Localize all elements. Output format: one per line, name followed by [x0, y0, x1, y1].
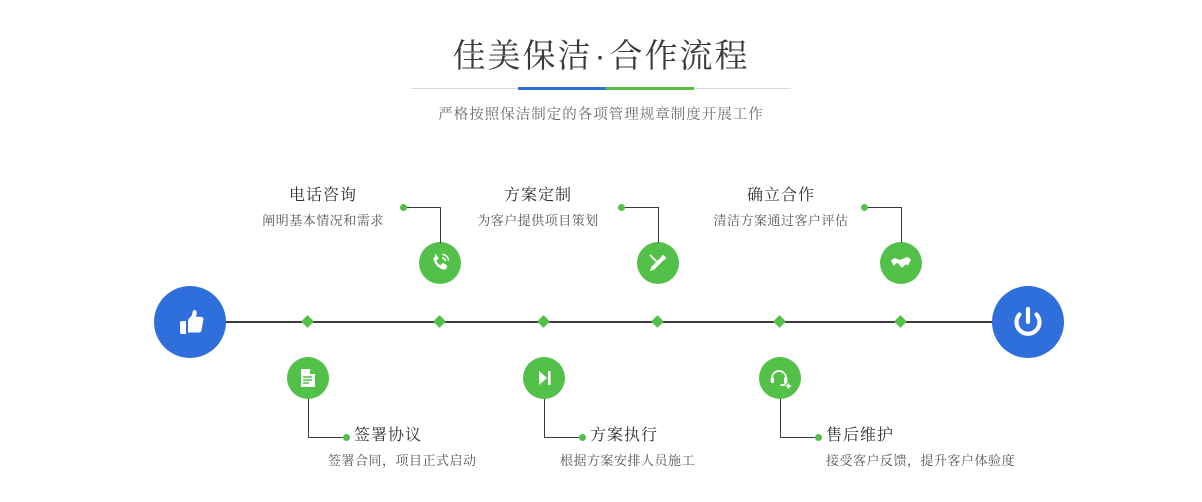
step-connector-vertical-3: [658, 207, 659, 243]
step-desc-1: 阐明基本情况和需求: [262, 213, 384, 228]
step-title-1: 电话咨询: [288, 187, 357, 204]
step-connector-vertical-1: [440, 207, 441, 243]
step-label-1: [250, 186, 396, 230]
step-icon-3[interactable]: [637, 242, 679, 284]
step-marker-3: [651, 315, 664, 328]
step-desc-3: 为客户提供项目策划: [477, 213, 599, 228]
page-subtitle: 严格按照保洁制定的各项管理规章制度开展工作: [438, 107, 764, 123]
step-label-3: [462, 186, 614, 230]
step-marker-6: [773, 315, 786, 328]
step-marker-2: [301, 315, 314, 328]
thumbs-up-icon: [170, 302, 210, 342]
phone-call-icon: [428, 251, 452, 275]
timeline-start-node: [154, 286, 226, 358]
step-icon-4[interactable]: [523, 357, 565, 399]
step-tip-dot-1: [400, 204, 407, 211]
step-tip-dot-5: [861, 204, 868, 211]
step-label-4: [560, 426, 696, 470]
step-icon-1[interactable]: [419, 242, 461, 284]
document-edit-icon: [296, 366, 320, 390]
step-connector-vertical-2: [308, 399, 309, 437]
step-connector-vertical-5: [901, 207, 902, 243]
page-title-separator: ·: [594, 37, 608, 74]
step-desc-2: 签署合同，项目正式启动: [328, 453, 477, 468]
step-tip-dot-3: [618, 204, 625, 211]
step-tip-dot-4: [579, 434, 586, 441]
step-desc-6: 接受客户反馈，提升客户体验度: [826, 453, 1016, 468]
support-agent-icon: [768, 366, 792, 390]
timeline-end-node: [992, 286, 1064, 358]
step-connector-horizontal-6: [780, 437, 818, 438]
step-connector-horizontal-2: [308, 437, 346, 438]
step-icon-5[interactable]: [880, 242, 922, 284]
step-connector-horizontal-1: [404, 207, 441, 208]
step-icon-6[interactable]: [759, 357, 801, 399]
step-icon-2[interactable]: [287, 357, 329, 399]
step-connector-horizontal-5: [865, 207, 902, 208]
step-title-3: 方案定制: [503, 187, 572, 204]
page-title-main: 佳美保洁: [452, 37, 593, 74]
step-label-2: [328, 426, 477, 470]
step-desc-4: 根据方案安排人员施工: [560, 453, 696, 468]
step-title-4: 方案执行: [590, 427, 659, 444]
step-label-6: [826, 426, 1015, 470]
step-label-5: [705, 186, 857, 230]
step-title-5: 确立合作: [746, 187, 815, 204]
step-connector-vertical-6: [780, 399, 781, 437]
step-connector-horizontal-4: [544, 437, 582, 438]
step-connector-horizontal-3: [622, 207, 659, 208]
step-desc-5: 清洁方案通过客户评估: [713, 213, 849, 228]
step-title-6: 售后维护: [826, 427, 895, 444]
power-icon: [1008, 302, 1048, 342]
step-marker-4: [537, 315, 550, 328]
step-connector-vertical-4: [544, 399, 545, 437]
pen-ruler-icon: [646, 251, 670, 275]
step-tip-dot-6: [815, 434, 822, 441]
step-tip-dot-2: [343, 434, 350, 441]
play-forward-icon: [532, 366, 556, 390]
step-title-2: 签署协议: [354, 427, 423, 444]
timeline-axis: [160, 321, 1042, 323]
step-marker-1: [433, 315, 446, 328]
step-marker-5: [894, 315, 907, 328]
page-title-sub: 合作流程: [609, 37, 750, 74]
handshake-icon: [889, 251, 913, 275]
